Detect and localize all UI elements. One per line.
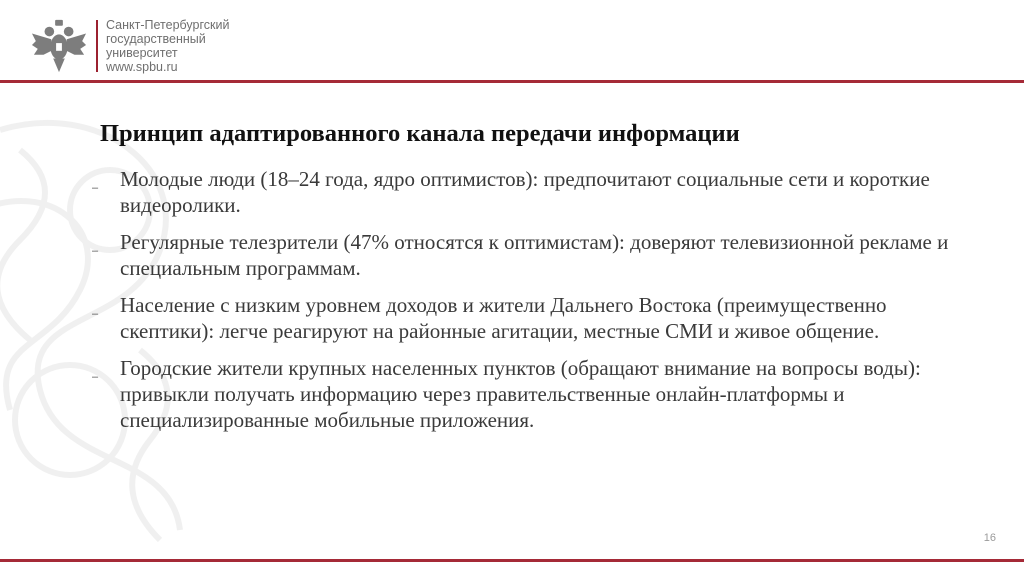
list-item	[92, 166, 972, 218]
slide-header	[30, 18, 229, 74]
list-item	[92, 292, 972, 344]
bullet-marker: –	[92, 371, 99, 383]
double-headed-eagle-icon	[30, 18, 88, 74]
university-line: университет	[106, 46, 178, 60]
list-item	[92, 355, 972, 433]
slide-title: Принцип адаптированного канала передачи информации	[100, 120, 740, 147]
header-divider	[96, 20, 98, 72]
university-line: Санкт-Петербургский	[106, 18, 230, 32]
bullet-text: Регулярные телезрители (47% относятся к оптимистам): доверяют телевизионной рекламе и специальным программам.	[120, 230, 949, 280]
bullet-marker: –	[92, 245, 99, 257]
page-number: 16	[983, 532, 996, 544]
bullet-text: Молодые люди (18–24 года, ядро оптимистов): предпочитают социальные сети и короткие видеоролики.	[120, 167, 930, 217]
bullet-text: Городские жители крупных населенных пунктов (обращают внимание на вопросы воды): привыкли получать информацию через правительственные онлайн-платформы и специализированные мобильные приложения.	[120, 356, 921, 432]
university-website: www.spbu.ru	[106, 60, 178, 74]
bullet-text: Население с низким уровнем доходов и жители Дальнего Востока (преимущественно скептики): легче реагируют на районные агитации, местные СМИ и живое общение.	[120, 293, 887, 343]
bullet-list	[92, 166, 972, 444]
university-name	[106, 18, 229, 74]
bullet-marker: –	[92, 308, 99, 320]
university-line: государственный	[106, 32, 206, 46]
bullet-marker: –	[92, 182, 99, 194]
footer-rule	[0, 559, 1024, 562]
header-rule	[0, 80, 1024, 83]
list-item	[92, 229, 972, 281]
